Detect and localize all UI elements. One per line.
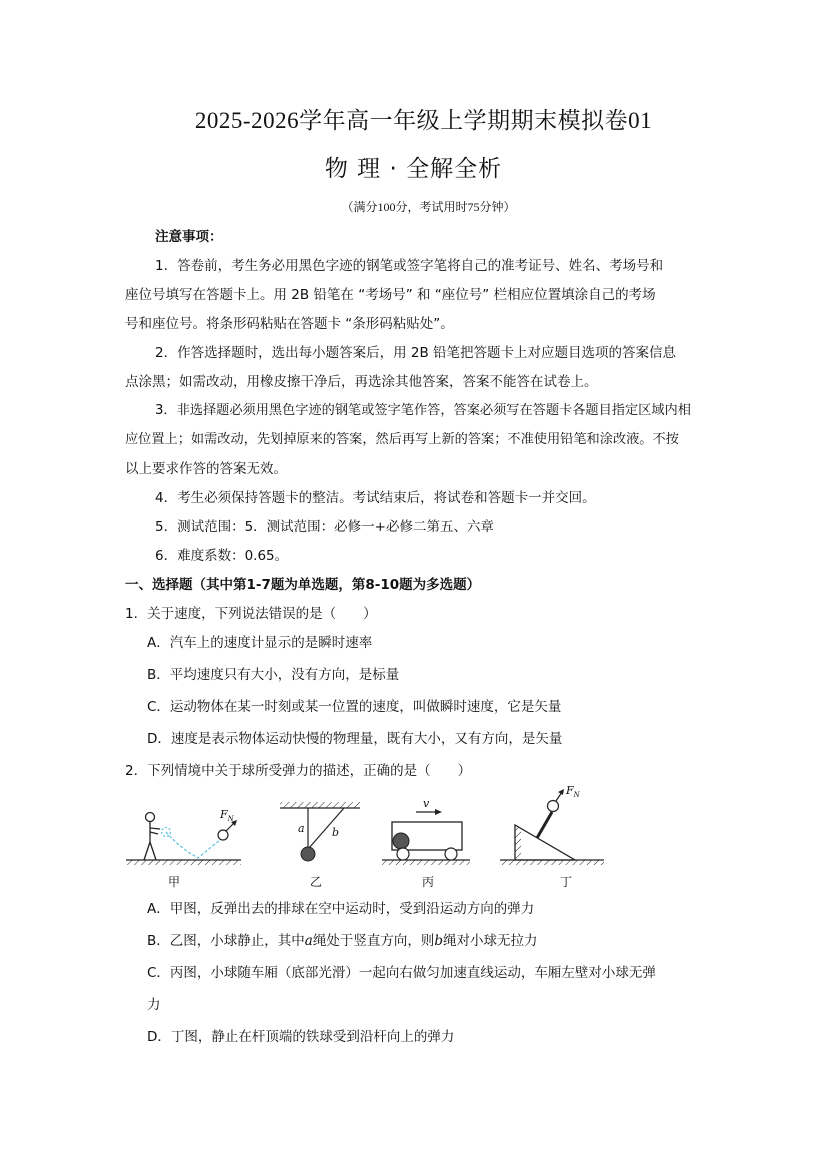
notes-line: 点涂黑；如需改动，用橡皮擦干净后，再选涂其他答案，答案不能答在试卷上。	[125, 374, 598, 390]
figure-jia	[126, 808, 241, 889]
q2-option-c: C．丙图，小球随车厢（底部光滑）一起向右做匀加速直线运动，车厢左壁对小球无弹	[147, 965, 656, 981]
q1-stem: 1．关于速度，下列说法错误的是（ ）	[125, 606, 377, 622]
section-heading: 一、选择题（其中第1-7题为单选题，第8-10题为多选题）	[125, 577, 481, 593]
ceiling-yi	[280, 802, 360, 808]
notes-line: 2．作答选择题时，选出每小题答案后，用 2B 铅笔把答题卡上对应题目选项的答案信息	[155, 345, 677, 361]
ground-ding	[500, 860, 604, 865]
velocity-arrowhead	[435, 809, 442, 815]
ball-bing	[393, 833, 409, 849]
rope-a-label: a	[298, 822, 305, 835]
q2-option-d: D．丁图，静止在杆顶端的铁球受到沿杆向上的弹力	[147, 1029, 455, 1045]
notes-line: 3．非选择题必须用黑色字迹的钢笔或签字笔作答，答案必须写在答题卡各题目指定区域内相	[155, 403, 691, 418]
fn-label-ding: $F_N$	[566, 784, 580, 799]
q2-option-c-cont: 力	[147, 997, 161, 1013]
exam-title: 2025-2026学年高一年级上学期期末模拟卷01	[194, 108, 653, 133]
q2-option-b	[147, 932, 537, 950]
rod	[537, 812, 552, 838]
q1-option-b: B．平均速度只有大小，没有方向，是标量	[147, 667, 400, 683]
notes-line: 4．考生必须保持答题卡的整洁。考试结束后，将试卷和答题卡一并交回。	[155, 490, 596, 506]
wheel-right	[445, 848, 457, 860]
wheel-left	[397, 848, 409, 860]
label-ding: 丁	[560, 875, 573, 889]
notes-line: 1．答卷前，考生务必用黑色字迹的钢笔或签字笔将自己的准考证号、姓名、考场号和	[155, 258, 664, 274]
label-yi: 乙	[310, 875, 323, 889]
q2-stem: 2．下列情境中关于球所受弹力的描述，正确的是（ ）	[125, 763, 472, 779]
rope-b-label: b	[332, 826, 340, 839]
player-icon	[144, 813, 160, 861]
q2-option-b-part1: B．乙图，小球静止，其中	[147, 933, 305, 949]
q1-option-d: D．速度是表示物体运动快慢的物理量，既有大小，又有方向，是矢量	[147, 731, 563, 747]
figure-bing	[382, 797, 470, 889]
ground-jia	[126, 860, 241, 865]
notes-heading: 注意事项：	[155, 229, 223, 245]
notes-line: 号和座位号。将条形码粘贴在答题卡 “条形码粘贴处”。	[125, 316, 454, 332]
fn-label-jia: $F_N$	[220, 808, 234, 823]
volleyball	[218, 830, 228, 840]
figure-ding	[500, 784, 604, 889]
q2-option-b-part2: 绳处于竖直方向，则	[312, 933, 435, 949]
q1-option-a: A．汽车上的速度计显示的是瞬时速率	[147, 635, 373, 651]
ball-trajectory	[166, 832, 223, 858]
notes-line: 以上要求作答的答案无效。	[125, 461, 287, 477]
iron-ball	[548, 801, 559, 812]
incline-hatch	[515, 825, 521, 860]
notes-line: 6．难度系数：0.65。	[155, 548, 289, 564]
q2-option-b-a: a	[304, 933, 313, 949]
q2-option-b-part3: 绳对小球无拉力	[442, 933, 538, 949]
q2-option-b-b: b	[434, 933, 443, 949]
label-bing: 丙	[422, 875, 435, 889]
q2-figure	[120, 780, 620, 890]
incline	[515, 825, 575, 860]
ball-yi	[301, 847, 315, 861]
exam-subtitle: 物 理 · 全解全析	[324, 156, 503, 182]
velocity-label: v	[423, 797, 430, 810]
notes-line: 应位置上；如需改动，先划掉原来的答案，然后再写上新的答案；不准使用铅笔和涂改液。不按	[125, 432, 679, 447]
figure-yi	[280, 802, 360, 889]
notes-line: 5．测试范围：5．测试范围：必修一+必修二第五、六章	[155, 519, 494, 535]
label-jia: 甲	[168, 875, 181, 889]
q2-option-a: A．甲图，反弹出去的排球在空中运动时，受到沿运动方向的弹力	[147, 901, 535, 917]
q1-option-c: C．运动物体在某一时刻或某一位置的速度，叫做瞬时速度，它是矢量	[147, 699, 562, 715]
notes-line: 座位号填写在答题卡上。用 2B 铅笔在 “考场号” 和 “座位号” 栏相应位置填涂自己的考场	[125, 287, 656, 303]
ground-bing	[382, 860, 470, 865]
exam-info: （满分100分，考试用时75分钟）	[341, 200, 516, 214]
